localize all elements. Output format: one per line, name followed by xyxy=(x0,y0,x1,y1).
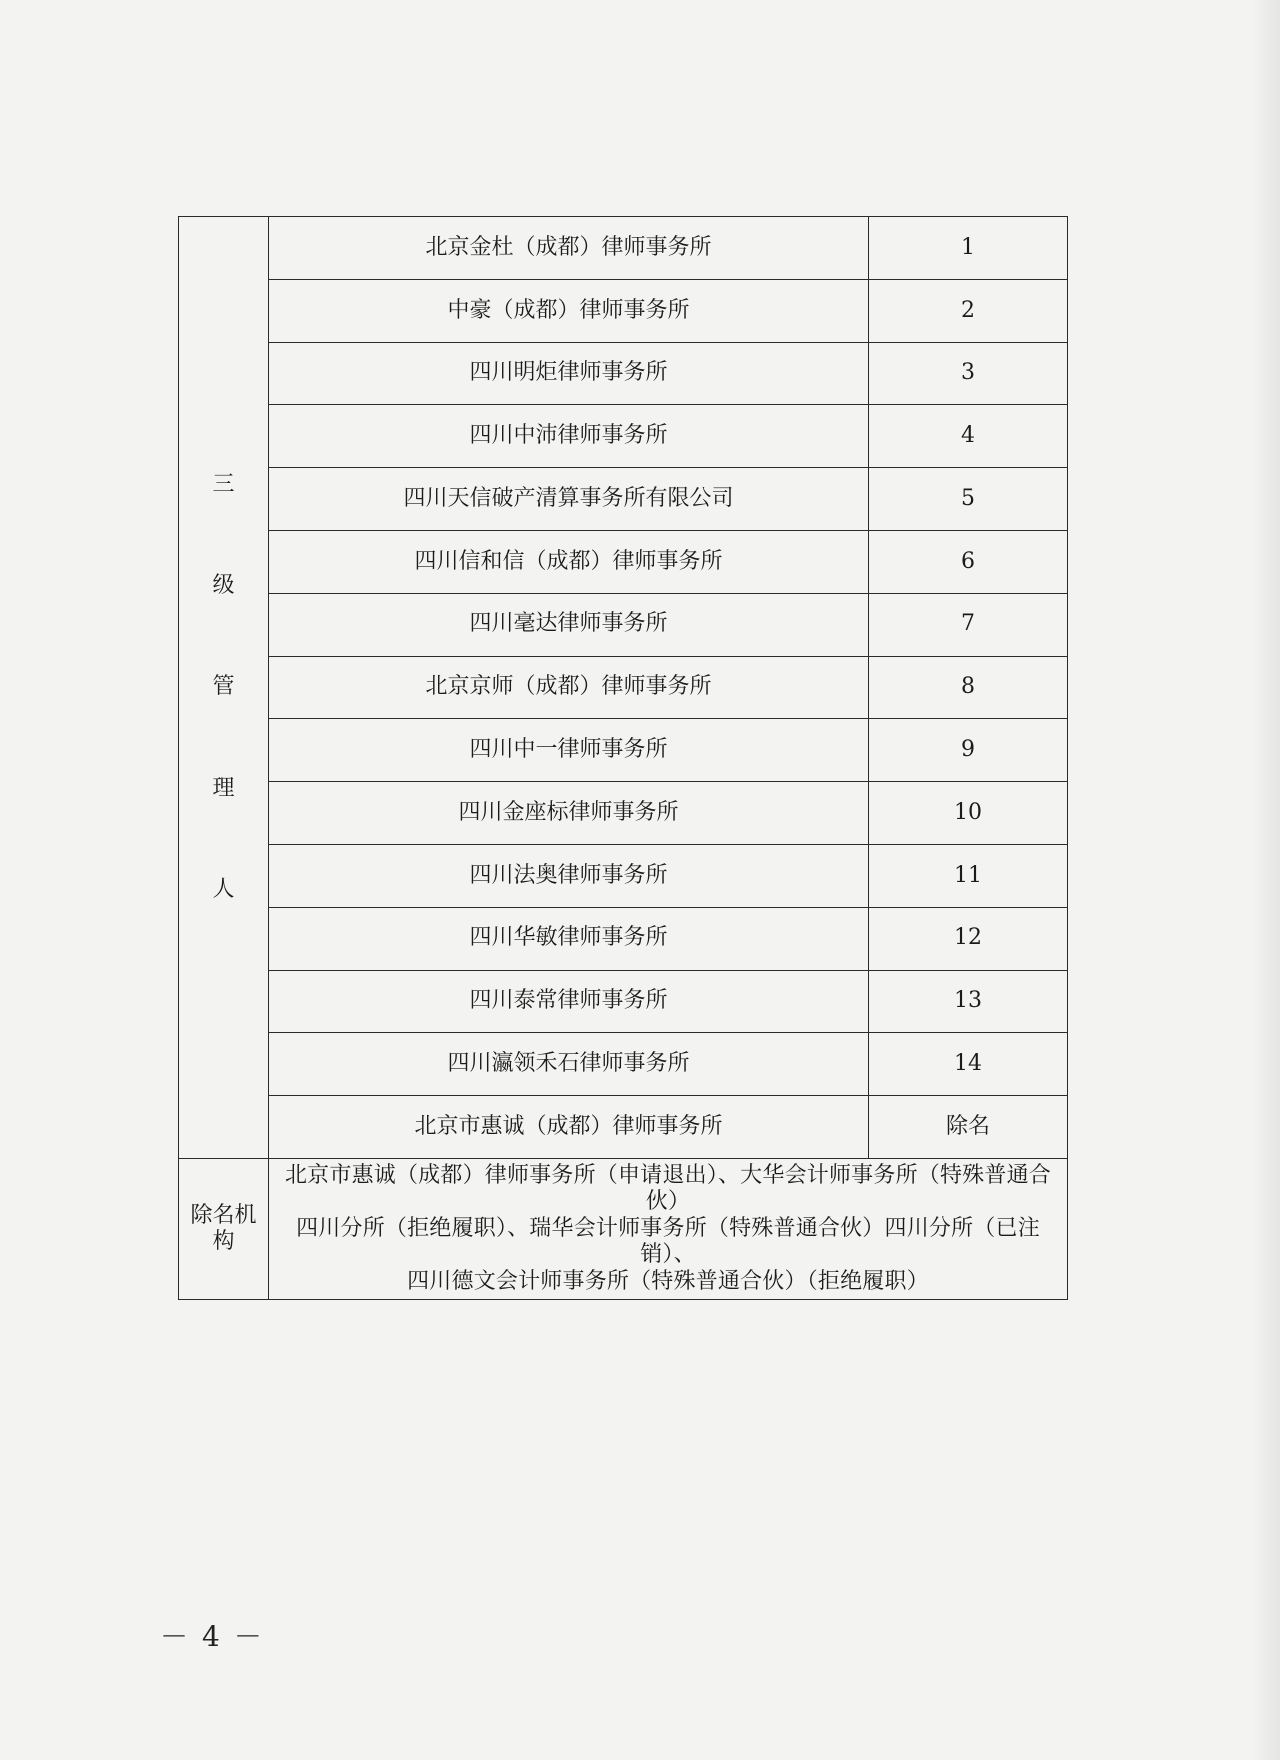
table-row xyxy=(179,656,1068,719)
table-row xyxy=(179,405,1068,468)
category-char: 三 xyxy=(212,471,235,497)
page-edge-shadow xyxy=(1252,0,1280,1760)
removed-label-cell xyxy=(179,1158,269,1299)
firm-rank: 14 xyxy=(869,1033,1068,1096)
removed-label-line: 构 xyxy=(212,1228,235,1254)
table-row xyxy=(179,279,1068,342)
firm-rank: 10 xyxy=(869,782,1068,845)
firm-rank: 2 xyxy=(869,279,1068,342)
category-char: 管 xyxy=(212,674,235,700)
firm-rank: 8 xyxy=(869,656,1068,719)
firm-rank: 5 xyxy=(869,468,1068,531)
table-row xyxy=(179,530,1068,593)
firm-rank: 3 xyxy=(869,342,1068,405)
page-number: －4－ xyxy=(160,1620,276,1653)
category-cell xyxy=(179,217,269,1159)
manager-table xyxy=(178,216,1068,1300)
table-row xyxy=(179,719,1068,782)
firm-rank: 11 xyxy=(869,844,1068,907)
category-label xyxy=(179,472,268,904)
firm-rank: 除名 xyxy=(869,1096,1068,1159)
table-row xyxy=(179,1096,1068,1159)
table-row xyxy=(179,844,1068,907)
firm-rank: 4 xyxy=(869,405,1068,468)
firm-name: 四川泰常律师事务所 xyxy=(269,970,869,1033)
firm-name: 四川信和信（成都）律师事务所 xyxy=(269,530,869,593)
table-row xyxy=(179,1033,1068,1096)
firm-name: 四川毫达律师事务所 xyxy=(269,593,869,656)
table-row xyxy=(179,217,1068,280)
table-row xyxy=(179,342,1068,405)
firm-rank: 7 xyxy=(869,593,1068,656)
firm-rank: 9 xyxy=(869,719,1068,782)
category-char: 级 xyxy=(212,572,235,598)
firm-name: 四川中沛律师事务所 xyxy=(269,405,869,468)
removed-text-line: 北京市惠诚（成都）律师事务所（申请退出）、大华会计师事务所（特殊普通合伙） xyxy=(284,1162,1051,1215)
removed-text-cell xyxy=(269,1158,1068,1299)
firm-name: 四川华敏律师事务所 xyxy=(269,907,869,970)
firm-name: 四川明炬律师事务所 xyxy=(269,342,869,405)
table-row xyxy=(179,468,1068,531)
table-row xyxy=(179,593,1068,656)
firm-rank: 12 xyxy=(869,907,1068,970)
firm-name: 四川中一律师事务所 xyxy=(269,719,869,782)
firm-name: 中豪（成都）律师事务所 xyxy=(269,279,869,342)
firm-name: 北京金杜（成都）律师事务所 xyxy=(269,217,869,280)
firm-name: 四川金座标律师事务所 xyxy=(269,782,869,845)
firm-name: 北京京师（成都）律师事务所 xyxy=(269,656,869,719)
firm-rank: 6 xyxy=(869,530,1068,593)
firm-name: 四川法奥律师事务所 xyxy=(269,844,869,907)
firm-name: 四川瀛领禾石律师事务所 xyxy=(269,1033,869,1096)
table-row xyxy=(179,782,1068,845)
category-char: 人 xyxy=(212,877,235,903)
firm-name: 四川天信破产清算事务所有限公司 xyxy=(269,468,869,531)
category-char: 理 xyxy=(212,775,235,801)
firm-name: 北京市惠诚（成都）律师事务所 xyxy=(269,1096,869,1159)
table-row xyxy=(179,907,1068,970)
table-row xyxy=(179,970,1068,1033)
removed-row xyxy=(179,1158,1068,1299)
removed-text-line: 四川分所（拒绝履职）、瑞华会计师事务所（特殊普通合伙）四川分所（已注销）、 xyxy=(296,1215,1040,1268)
firm-rank: 1 xyxy=(869,217,1068,280)
removed-text-line: 四川德文会计师事务所（特殊普通合伙）（拒绝履职） xyxy=(407,1268,929,1294)
firm-rank: 13 xyxy=(869,970,1068,1033)
removed-label-line: 除名机 xyxy=(190,1202,257,1228)
